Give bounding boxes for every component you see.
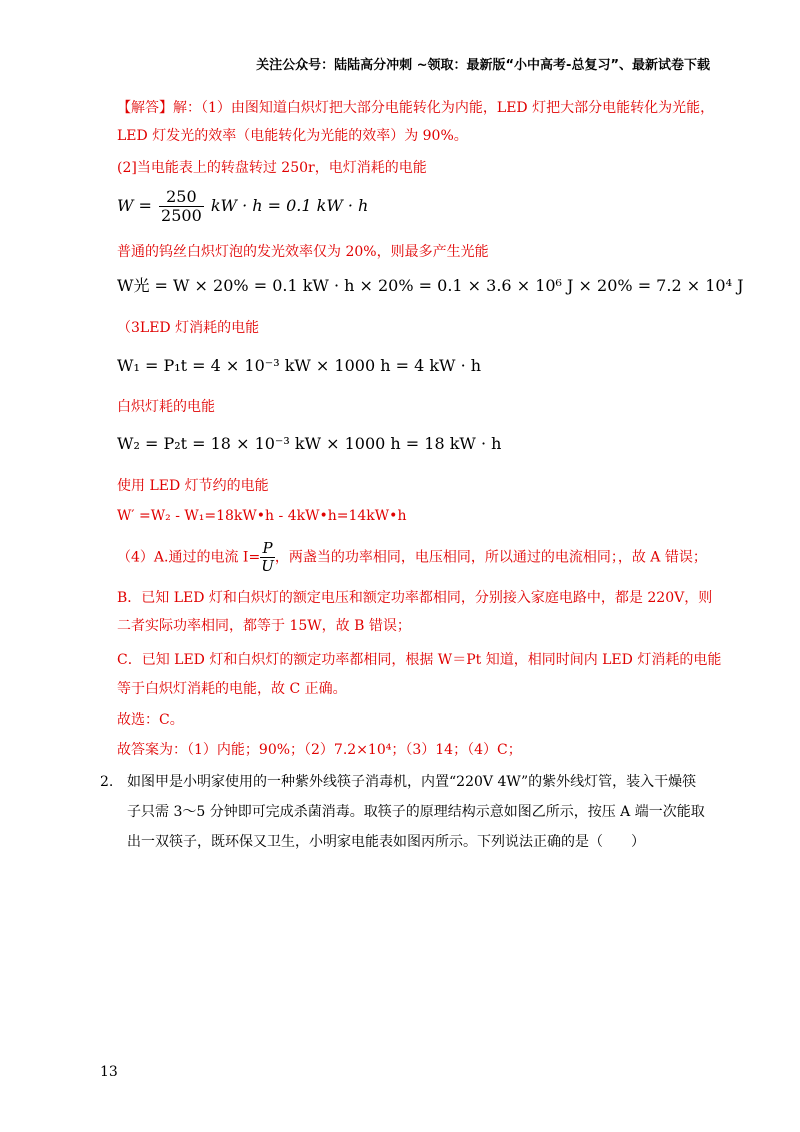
question-line-1: 如图甲是小明家使用的一种紫外线筷子消毒机，内置“220V 4W”的紫外线灯管，装入干燥筷 xyxy=(127,774,697,790)
answer-para-9: B．已知 LED 灯和白炽灯的额定电压和额定功率都相同，分别接入家庭电路中，都是 220V，则 xyxy=(117,590,713,606)
answer-para-1b: LED 灯发光的效率（电能转化为光能的效率）为 90%。 xyxy=(117,128,468,144)
question-number: 2. xyxy=(100,774,114,790)
answer-para-10b: 等于白炽灯消耗的电能，故 C 正确。 xyxy=(117,681,347,697)
page-number: 13 xyxy=(100,1064,118,1080)
answer-para-9b: 二者实际功率相同，都等于 15W，故 B 错误； xyxy=(117,618,411,634)
equation-1 xyxy=(117,188,368,225)
answer-para-1: 【解答】解：（1）由图知道白炽灯把大部分电能转化为内能，LED 灯把大部分电能转化为光能， xyxy=(117,100,715,116)
page-header: 关注公众号：陆陆高分冲刺 ~领取：最新版“小中高考-总复习”、最新试卷下载 xyxy=(256,58,710,73)
answer-para-7: W′ =W₂ - W₁=18kW•h - 4kW•h=14kW•h xyxy=(117,508,407,524)
eq1-denominator: 2500 xyxy=(161,206,202,225)
answer-para-8-post: ，两盏当的功率相同，电压相同，所以通过的电流相同；，故 A 错误； xyxy=(274,549,707,566)
answer-para-10: C．已知 LED 灯和白炽灯的额定功率都相同，根据 W＝Pt 知道，相同时间内 LED 灯消耗的电能 xyxy=(117,652,722,668)
answer-para-6: 使用 LED 灯节约的电能 xyxy=(117,478,269,494)
current-fraction-num: P xyxy=(260,540,275,558)
answer-para-5: 白炽灯耗的电能 xyxy=(117,399,215,415)
answer-para-2: (2]当电能表上的转盘转过 250r，电灯消耗的电能 xyxy=(117,160,427,176)
question-line-2: 子只需 3～5 分钟即可完成杀菌消毒。取筷子的原理结构示意如图乙所示，按压 A 端一次能取 xyxy=(127,804,705,820)
current-fraction xyxy=(260,540,275,575)
answer-para-8-pre: （4）A.通过的电流 I= xyxy=(117,549,261,566)
equation-3: W₁ = P₁t = 4 × 10⁻³ kW × 1000 h = 4 kW · h xyxy=(117,356,482,375)
eq1-lhs: W = xyxy=(117,196,152,215)
equation-2: W光 = W × 20% = 0.1 kW · h × 20% = 0.1 × 3.6 × 10⁶ J × 20% = 7.2 × 10⁴ J xyxy=(117,276,744,295)
answer-choice: 故选：C。 xyxy=(117,712,184,728)
question-line-3: 出一双筷子，既环保又卫生，小明家电能表如图丙所示。下列说法正确的是（ ） xyxy=(127,834,645,850)
eq1-fraction xyxy=(159,188,204,225)
answer-summary: 故答案为：（1）内能；90%；（2）7.2×10⁴；（3）14；（4）C； xyxy=(117,742,522,758)
eq1-numerator: 250 xyxy=(159,188,204,207)
answer-para-3: 普通的钨丝白炽灯泡的发光效率仅为 20%，则最多产生光能 xyxy=(117,244,489,260)
current-fraction-den: U xyxy=(261,557,274,575)
equation-4: W₂ = P₂t = 18 × 10⁻³ kW × 1000 h = 18 kW · h xyxy=(117,434,502,453)
answer-para-4: （3LED 灯消耗的电能 xyxy=(117,320,260,336)
answer-para-8 xyxy=(117,540,707,575)
eq1-rhs: kW · h = 0.1 kW · h xyxy=(210,196,369,215)
